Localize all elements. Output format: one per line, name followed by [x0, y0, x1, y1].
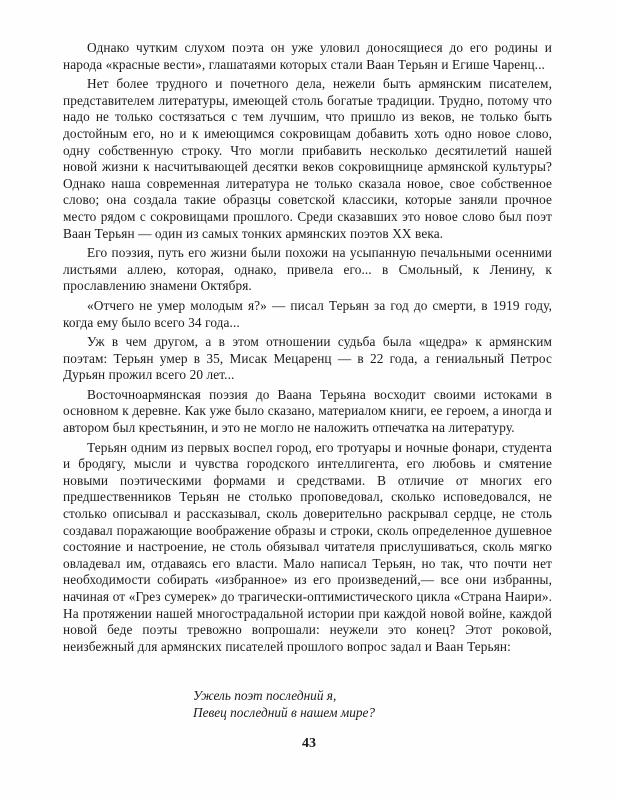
paragraph: Его поэзия, путь его жизни были похожи на усыпанную печальными осенними листьями аллею, которая, однако, привела его... в Смольный, к Ленину, к прославлению знамени Октября.: [63, 245, 552, 294]
body-text: [63, 40, 552, 658]
verse-line: Певец последний в нашем мире?: [193, 705, 376, 720]
paragraph: Терьян одним из первых воспел город, его тротуары и ночные фонари, студента и бродягу, мысли и чувства городского интеллигента, его любовь и смятение новыми поэтическими формами и средствами. В отличие от многих его предшественников Терьян не столько проповедовал, сколько исповедовался, не столько описывал и рассказывал, сколь доверительно раскрывал сердце, не столь создавал поражающие воображение образы и строки, сколь определенное душевное состояние и настроение, не столь обязывал читателя прислушиваться, сколь мягко овладевал им, отдаваясь его власти. Мало написал Терьян, но так, что почти нет необходимости собирать «избранное» из его произведений,— все они избранны, начиная от «Грез сумерек» до трагически-оптимистического цикла «Страна Наири». На протяжении нашей многострадальной истории при каждой новой войне, каждой новой беде поэты тревожно вопрошали: неужели это конец? Этот роковой, неизбежный для армянских писателей прошлого вопрос задал и Ваан Терьян:: [63, 439, 552, 654]
paragraph: Нет более трудного и почетного дела, нежели быть армянским писателем, представителем литературы, имеющей столь богатые традиции. Трудно, потому что надо не только состязаться с тем лучшим, что пришло из веков, не только быть достойным его, но и к имеющимся сокровищам добавить хоть одно новое слово, одну собственную строку. Что могли прибавить несколько десятилетий нашей новой жизни к насчитывающей десятки веков сокровищнице армянской культуры? Однако наша современная литература не только сказала новое, свое собственное слово; она создала такие образцы советской классики, которые заняли прочное место рядом с сокровищами прошлого. Среди сказавших это новое слово был поэт Ваан Терьян — один из самых тонких армянских поэтов XX века.: [63, 76, 552, 241]
page-number: 43: [302, 736, 316, 751]
paragraph: Уж в чем другом, а в этом отношении судьба была «щедра» к армянским поэтам: Терьян умер в 35, Мисак Мецаренц — в 22 года, а гениальный Петрос Дурьян прожил всего 20 лет...: [63, 334, 552, 383]
paragraph: «Отчего не умер молодым я?» — писал Терьян за год до смерти, в 1919 году, когда ему было всего 34 года...: [63, 297, 552, 330]
paragraph: Восточноармянская поэзия до Ваана Терьяна восходит своими истоками в основном к деревне. Как уже было сказано, материалом книги, ее героем, а иногда и автором был крестьянин, и это не могло не наложить отпечатка на литературу.: [63, 386, 552, 436]
paragraph: Однако чутким слухом поэта он уже уловил доносящиеся до его родины и народа «красные вести», глашатаями которых стали Ваан Терьян и Егише Чаренц...: [63, 40, 552, 72]
verse-line: Ужель поэт последний я,: [193, 688, 337, 703]
poem-quote: [193, 687, 375, 721]
